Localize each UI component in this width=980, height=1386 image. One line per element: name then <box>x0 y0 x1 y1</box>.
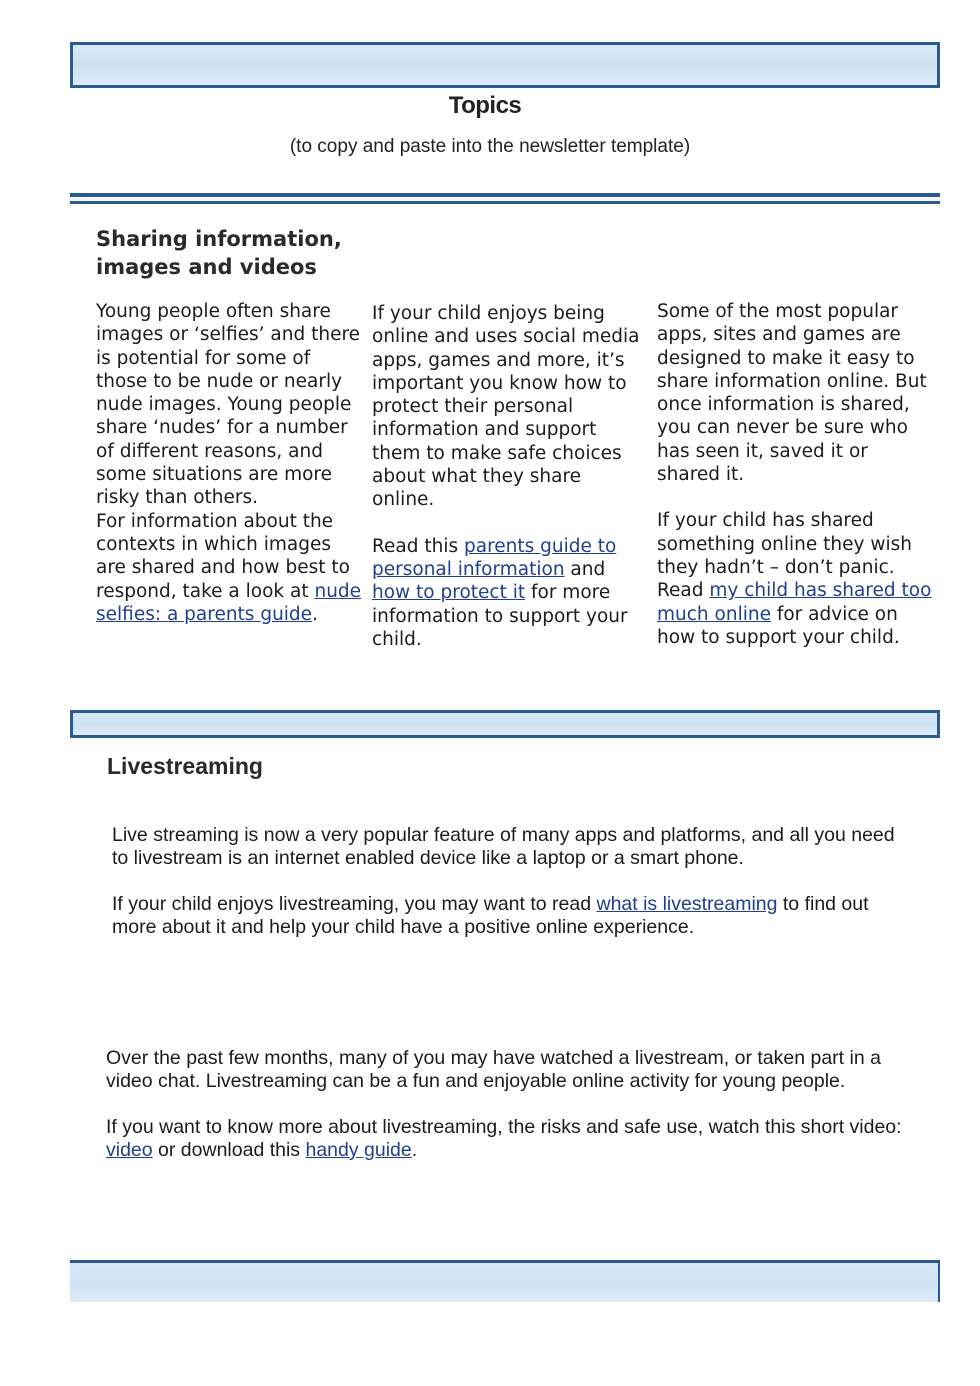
livestreaming-block-1 <box>112 824 912 939</box>
text: . <box>312 603 318 625</box>
sharing-heading-line2: images and videos <box>96 255 317 279</box>
sharing-col1-paragraph-1: Young people often share images or ‘selfies’ and there is potential for some of those to be nude or nearly nude images. Young people share ‘nudes’ for a number of different reasons, and some situations are more risky than others. <box>96 301 361 509</box>
text: for more information to support your child. <box>372 582 628 650</box>
sharing-col3-paragraph-2 <box>657 509 932 649</box>
section-banner <box>70 710 940 738</box>
sharing-col1-paragraph-2 <box>96 510 364 626</box>
nude-selfies-guide-link[interactable]: nude selfies: a parents guide <box>96 580 362 625</box>
sharing-col2-paragraph-2 <box>372 535 644 651</box>
sharing-heading <box>96 225 342 281</box>
text: If your child has shared something online they wish they hadn’t – don’t panic. Read <box>657 510 912 602</box>
personal-information-guide-link[interactable]: parents guide to personal information <box>372 535 617 580</box>
text: Read this <box>372 535 465 557</box>
sharing-column-2 <box>372 302 644 651</box>
sharing-col3-paragraph-1: Some of the most popular apps, sites and games are designed to make it easy to share information online. But once information is shared, you can never be sure who has seen it, saved it or shared it. <box>657 301 927 486</box>
text: If you want to know more about livestreaming, the risks and safe use, watch this short video: <box>106 1116 902 1138</box>
sharing-column-3 <box>657 300 932 649</box>
sharing-heading-line1: Sharing information, <box>96 227 342 251</box>
handy-guide-link[interactable]: handy guide <box>305 1139 412 1161</box>
livestreaming-heading: Livestreaming <box>107 753 263 779</box>
shared-too-much-online-link[interactable]: my child has shared too much online <box>657 580 932 625</box>
what-is-livestreaming-link[interactable]: what is livestreaming <box>596 893 778 915</box>
section-divider <box>70 193 940 204</box>
video-link[interactable]: video <box>106 1139 153 1161</box>
text: and <box>564 558 606 580</box>
livestreaming-paragraph-4 <box>106 1116 906 1162</box>
page-title: Topics <box>448 92 522 119</box>
text: For information about the contexts in which images are shared and how best to respond, take a look at <box>96 510 350 602</box>
livestreaming-block-2 <box>106 1047 906 1162</box>
sharing-col2-paragraph-1: If your child enjoys being online and uses social media apps, games and more, it’s important you know how to protect their personal information and support them to make safe choices about what they share online. <box>372 303 640 511</box>
text: to find out more about it and help your child have a positive online experience. <box>112 893 869 938</box>
text: or download this <box>152 1139 306 1161</box>
sharing-column-1 <box>96 300 364 626</box>
livestreaming-paragraph-3: Over the past few months, many of you may have watched a livestream, or taken part in a video chat. Livestreaming can be a fun and enjoyable online activity for young people. <box>106 1047 881 1092</box>
livestreaming-paragraph-2 <box>112 893 912 939</box>
text: If your child enjoys livestreaming, you may want to read <box>112 893 597 915</box>
how-to-protect-it-link[interactable]: how to protect it <box>372 582 526 604</box>
text: for advice on how to support your child. <box>657 603 900 648</box>
footer-banner <box>70 1260 940 1302</box>
text: . <box>411 1139 418 1161</box>
page-subtitle: (to copy and paste into the newsletter template) <box>289 136 691 157</box>
livestreaming-paragraph-1: Live streaming is now a very popular feature of many apps and platforms, and all you need to livestream is an internet enabled device like a laptop or a smart phone. <box>112 824 895 869</box>
header-banner <box>70 42 940 88</box>
